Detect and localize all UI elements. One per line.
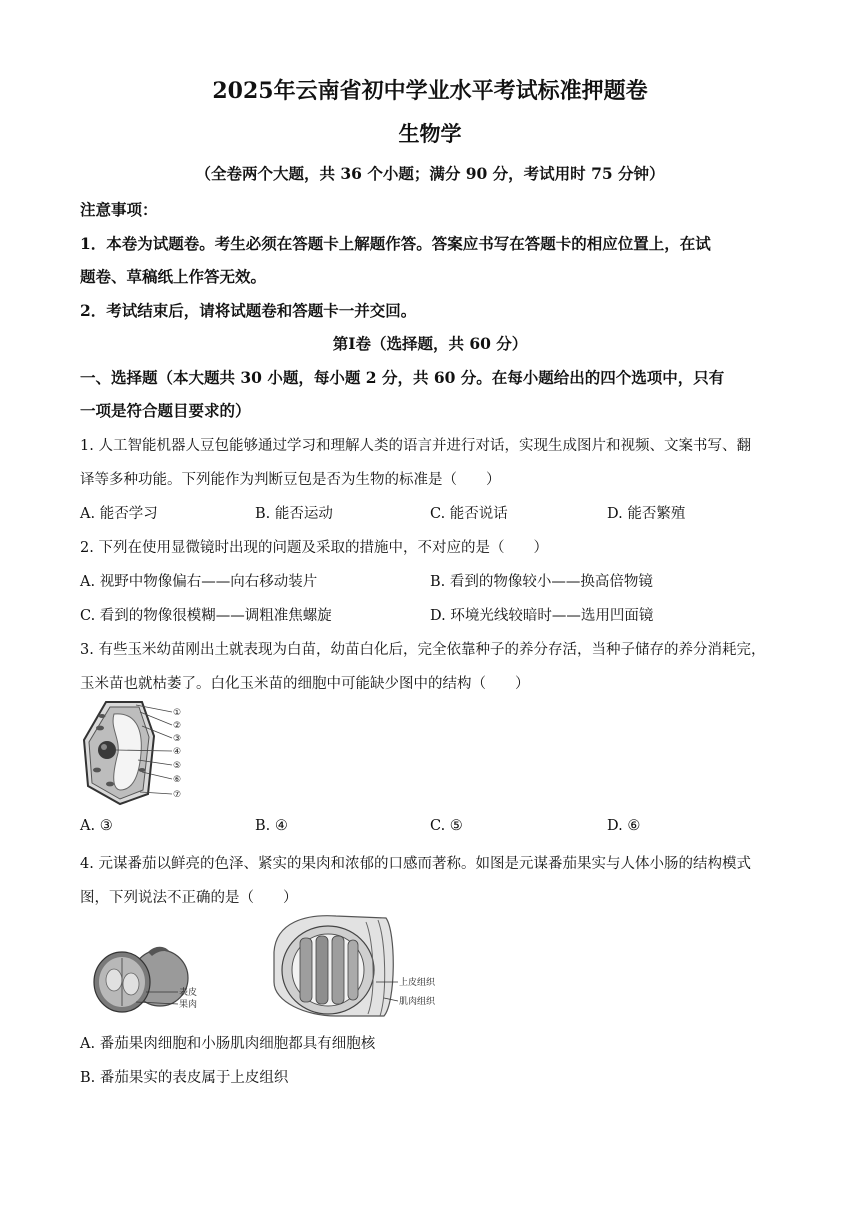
cell-label-3: ③ xyxy=(173,734,182,744)
q4-stem-line-2: 图，下列说法不正确的是（ ） xyxy=(80,890,298,906)
q1-option-a: A. 能否学习 xyxy=(80,506,158,522)
cell-label-2: ② xyxy=(173,721,182,731)
tomato-label-skin: 表皮 xyxy=(179,988,198,998)
q1-stem-line-1: 1. 人工智能机器人豆包能够通过学习和理解人类的语言并进行对话，实现生成图片和视频、文案书写、翻 xyxy=(80,438,751,454)
q2-option-d: D. 环境光线较暗时——选用凹面镜 xyxy=(430,608,654,624)
small-intestine-diagram xyxy=(266,912,456,1022)
notice-item-2: 2．考试结束后，请将试题卷和答题卡一并交回。 xyxy=(80,301,417,320)
notice-item-1-line-1: 1．本卷为试题卷。考生必须在答题卡上解题作答。答案应书写在答题卡的相应位置上，在试 xyxy=(80,234,711,253)
q3-option-a: A. ③ xyxy=(80,818,113,834)
q4-stem-line-1: 4. 元谋番茄以鲜亮的色泽、紧实的果肉和浓郁的口感而著称。如图是元谋番茄果实与人体小肠的结构模式 xyxy=(80,856,751,872)
q2-option-c: C. 看到的物像很模糊——调粗准焦螺旋 xyxy=(80,608,332,624)
exam-subject: 生物学 xyxy=(398,121,462,146)
part-title: 第Ⅰ卷（选择题，共 60 分） xyxy=(332,334,528,353)
q1-option-d: D. 能否繁殖 xyxy=(607,506,686,522)
cell-label-4: ④ xyxy=(173,747,182,757)
q2-option-b: B. 看到的物像较小——换高倍物镜 xyxy=(430,574,653,590)
notice-item-1-line-2: 题卷、草稿纸上作答无效。 xyxy=(80,267,267,286)
tomato-label-flesh: 果肉 xyxy=(179,1000,198,1010)
tomato-diagram xyxy=(88,940,218,1020)
exam-title: 2025年云南省初中学业水平考试标准押题卷 xyxy=(212,78,648,104)
cell-label-6: ⑥ xyxy=(173,775,182,785)
section-heading-line-2: 一项是符合题目要求的） xyxy=(80,401,251,420)
nucleus-icon xyxy=(98,741,116,759)
cell-label-5: ⑤ xyxy=(173,761,182,771)
intestine-label-epithelium: 上皮组织 xyxy=(399,978,436,988)
q3-option-c: C. ⑤ xyxy=(430,818,463,834)
plant-cell-diagram xyxy=(80,698,190,808)
intestine-label-muscle: 肌肉组织 xyxy=(399,997,436,1007)
q1-option-b: B. 能否运动 xyxy=(255,506,333,522)
q1-option-c: C. 能否说话 xyxy=(430,506,508,522)
q4-option-a: A. 番茄果肉细胞和小肠肌肉细胞都具有细胞核 xyxy=(80,1036,376,1052)
q1-stem-line-2: 译等多种功能。下列能作为判断豆包是否为生物的标准是（ ） xyxy=(80,472,501,488)
exam-note: （全卷两个大题，共 36 个小题；满分 90 分，考试用时 75 分钟） xyxy=(195,164,665,183)
cell-label-7: ⑦ xyxy=(173,790,182,800)
q3-stem-line-1: 3. 有些玉米幼苗刚出土就表现为白苗，幼苗白化后，完全依靠种子的养分存活，当种子储存的养分消耗完， xyxy=(80,642,766,658)
notice-heading: 注意事项： xyxy=(80,200,158,219)
section-heading-line-1: 一、选择题（本大题共 30 小题，每小题 2 分，共 60 分。在每小题给出的四个选项中，只有 xyxy=(80,368,725,387)
q3-option-d: D. ⑥ xyxy=(607,818,641,834)
q4-option-b: B. 番茄果实的表皮属于上皮组织 xyxy=(80,1070,289,1086)
q2-stem: 2. 下列在使用显微镜时出现的问题及采取的措施中，不对应的是（ ） xyxy=(80,540,548,556)
q3-option-b: B. ④ xyxy=(255,818,288,834)
q2-option-a: A. 视野中物像偏右——向右移动装片 xyxy=(80,574,318,590)
cell-label-1: ① xyxy=(173,708,182,718)
q3-stem-line-2: 玉米苗也就枯萎了。白化玉米苗的细胞中可能缺少图中的结构（ ） xyxy=(80,676,530,692)
